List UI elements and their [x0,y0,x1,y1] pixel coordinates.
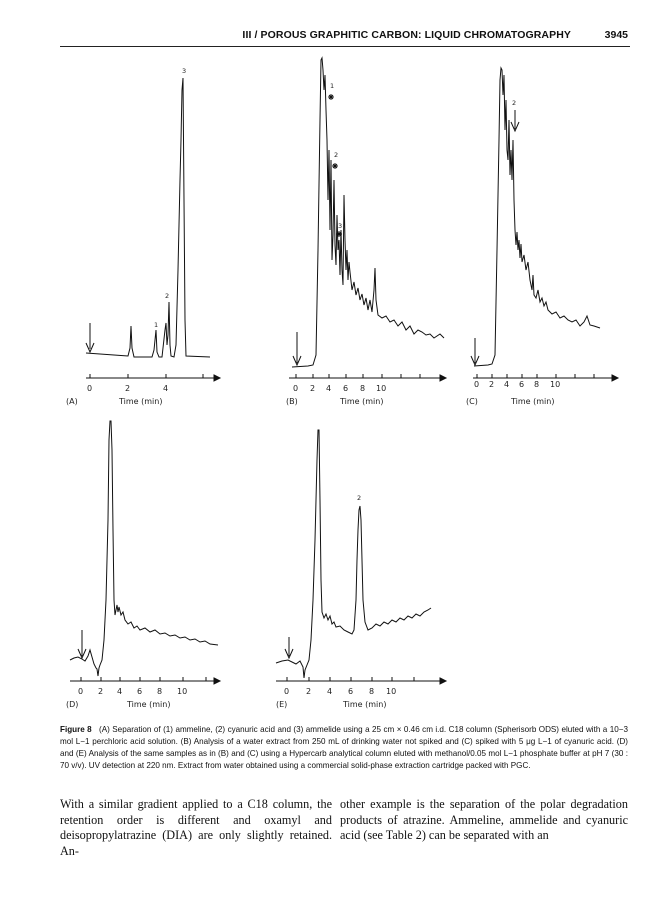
panel-a-peak-label: 1 [154,321,159,329]
panel-a-axis-title: Time (min) [119,397,163,406]
panel-b-tick-label: 10 [376,384,387,393]
panel-b-tick-label: 0 [293,384,299,393]
panel-e-peak-label: 2 [357,494,362,502]
panel-c-label: (C) [466,397,478,406]
panel-d-tick-label: 4 [117,687,123,696]
body-text-column-1: With a similar gradient applied to a C18 column, the retention order is different and oxamyl and deisopropylatrazine (DIA) are only slightly retained. An- [60,797,332,858]
panel-b-label: (B) [286,397,298,406]
panel-e-tick-label: 6 [348,687,354,696]
panel-d-tick-label: 10 [177,687,188,696]
panel-c-axis-title: Time (min) [511,397,555,406]
panel-e-axis-title: Time (min) [343,700,387,709]
panel-e-tick-label: 8 [369,687,375,696]
panel-d-axis-title: Time (min) [127,700,171,709]
panel-a-peak-label: 2 [165,292,170,300]
panel-a-tick-label: 4 [163,384,169,393]
panel-c-tick-label: 8 [534,380,540,389]
panel-a-label: (A) [66,397,78,406]
figure-caption-text: (A) Separation of (1) ammeline, (2) cyanuric acid and (3) ammelide using a 25 cm × 0.46 cm i.d. C18 column (Spherisorb ODS) eluted with a 10−3 mol L−1 perchloric acid solution. (B) Analysis of a water extract from 250 mL of drinking water not spiked and (C) spiked with 5 μg L−1 of cyanuric acid. (D) and (E) Analysis of the same samples as in (B) and (C) using a Hypercarb analytical column eluted with methanol/0.05 mol L−1 phosphate buffer at pH 7 (30 : 70 v/v). UV detection at 220 nm. Extract from water obtained using a commercial solid-phase extraction cartridge packed with PGC. [60,725,628,770]
panel-b-tick-label: 4 [326,384,332,393]
panel-b-peak-label: 3 [338,222,343,230]
figure-caption-label: Figure 8 [60,725,92,734]
panel-e-tick-label: 10 [386,687,397,696]
running-header-title: III / POROUS GRAPHITIC CARBON: LIQUID CHROMATOGRAPHY [242,29,571,41]
panel-c-tick-label: 2 [489,380,495,389]
panel-b-peak-label: 2 [334,151,339,159]
panel-d-tick-label: 6 [137,687,143,696]
panel-a-tick-label: 0 [87,384,93,393]
panel-e-tick-label: 2 [306,687,312,696]
panel-b [289,58,446,381]
panel-d-tick-label: 2 [98,687,104,696]
panel-c-tick-label: 4 [504,380,510,389]
page-number: 3945 [604,29,628,41]
panel-c-tick-label: 10 [550,380,561,389]
panel-b-trace [292,58,444,367]
panel-c [471,68,618,381]
panel-d-tick-label: 8 [157,687,163,696]
panel-e-tick-label: 4 [327,687,333,696]
panel-b-tick-label: 2 [310,384,316,393]
panel-c-peak-label: 2 [512,99,517,107]
panel-c-trace [474,68,600,366]
panel-e-trace [276,430,431,678]
panel-c-tick-label: 6 [519,380,525,389]
panel-a-tick-label: 2 [125,384,131,393]
panel-d-trace [70,421,218,676]
panel-d-label: (D) [66,700,79,709]
panel-b-peak-label: 1 [330,82,335,90]
panel-e-tick-label: 0 [284,687,290,696]
panel-c-tick-label: 0 [474,380,480,389]
figure-caption [60,724,628,772]
panel-a-peak-label: 3 [182,67,187,75]
panel-a-trace [86,78,210,357]
panel-b-axis-title: Time (min) [340,397,384,406]
panel-b-tick-label: 6 [343,384,349,393]
panel-e [276,430,446,684]
panel-a [86,78,220,381]
panel-b-tick-label: 8 [360,384,366,393]
panel-d-tick-label: 0 [78,687,84,696]
panel-d [70,421,220,684]
body-text-column-2: other example is the separation of the polar degradation products of atrazine. Ammeline, ammelide and cyanuric acid (see Table 2) can be separated with an [340,797,628,842]
panel-e-label: (E) [276,700,288,709]
